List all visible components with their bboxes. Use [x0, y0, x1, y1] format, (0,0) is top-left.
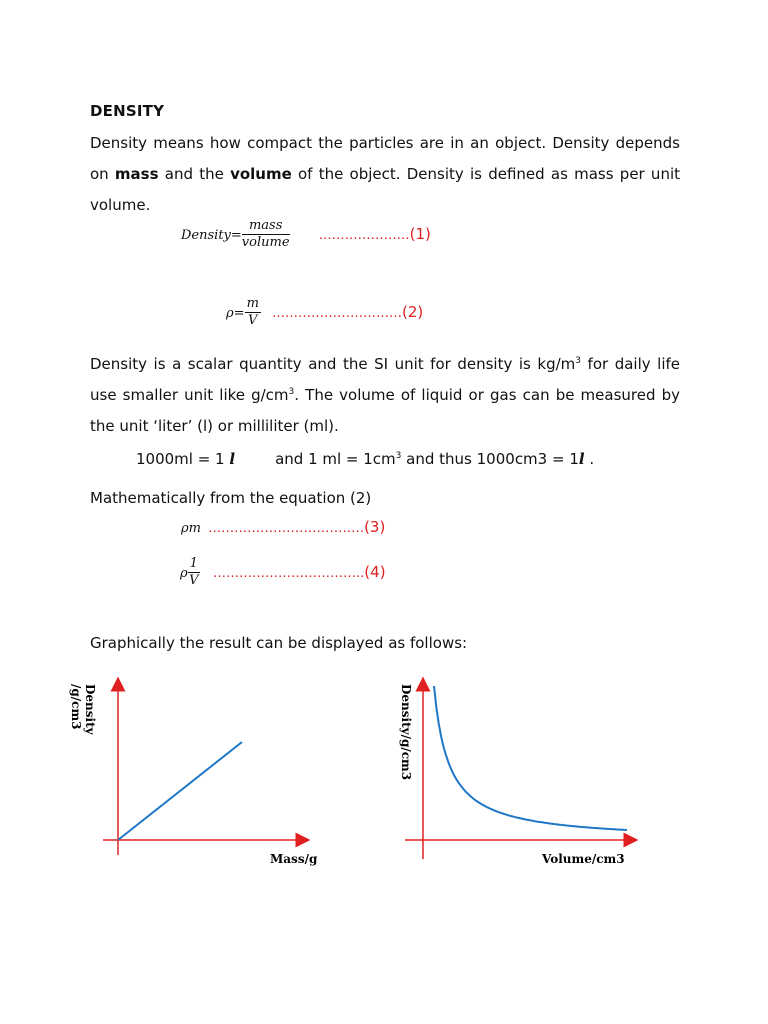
eq2-numerator: m [246, 296, 259, 311]
eq4-tag: (4) [364, 563, 386, 581]
conversion-part-2: and 1 ml = 1cm [275, 450, 396, 468]
eq1-tag: (1) [409, 225, 431, 243]
eq2-dots: ………………………… [271, 306, 402, 321]
scalar-sup-2: 3 [288, 387, 295, 397]
eq4-denominator: V [189, 573, 199, 588]
eq2-lhs: ρ [226, 306, 234, 321]
intro-text-2: and the [158, 165, 231, 183]
eq4-numerator: 1 [189, 556, 198, 571]
scalar-text-1: Density is a scalar quantity and the SI unit for density is kg/m [90, 355, 576, 373]
intro-mass-bold: mass [114, 165, 159, 183]
intro-volume-bold: volume [230, 165, 292, 183]
eq1-dots: ………………… [318, 228, 410, 243]
eq2-denominator: V [248, 313, 258, 328]
scalar-sup-1: 3 [575, 356, 581, 366]
intro-text-3: of the object. Density is defined as mass per unit volume. [90, 165, 680, 214]
eq4-fraction [188, 556, 200, 589]
intro-paragraph [90, 128, 680, 221]
eq3-lhs: ρm [181, 521, 201, 536]
conversion-part-3: and thus 1000cm3 = 1 [401, 450, 579, 468]
intro-text-1: Density means how compact the particles are in an object. Density depends on [90, 134, 680, 183]
density-vs-volume-chart [393, 672, 653, 877]
equation-3 [181, 517, 385, 536]
scalar-text-2: for daily life use smaller unit like g/cm [90, 355, 680, 404]
graph-intro: Graphically the result can be displayed as follows: [90, 634, 468, 652]
density-vs-mass-chart [69, 672, 328, 877]
eq4-dots: …………………………….. [213, 566, 365, 581]
chart1-x-label: Mass/g [270, 852, 318, 866]
scalar-text-3: . The volume of liquid or gas can be measured by the unit ‘liter’ (l) or milliliter (ml). [90, 386, 680, 435]
conversion-line [136, 450, 594, 468]
conversion-sup: 3 [395, 451, 402, 461]
liter-symbol-2: l [578, 450, 585, 468]
conversion-part-1: 1000ml = 1 [136, 450, 230, 468]
scalar-paragraph [90, 349, 680, 442]
eq4-lhs: ρ [180, 566, 188, 581]
chart2-x-label: Volume/cm3 [542, 852, 625, 866]
chart2-y-label: Density/g/cm3 [399, 684, 413, 781]
conversion-part-4: . [584, 450, 595, 468]
heading-density: DENSITY [90, 102, 165, 120]
chart2-series-curve [434, 686, 627, 830]
chart1-y-label-line1: Density [83, 684, 97, 735]
chart1-y-label [69, 684, 97, 739]
math-intro: Mathematically from the equation (2) [90, 489, 372, 507]
eq1-fraction [242, 218, 290, 251]
equation-2: ρ= $\frac{m}{V}$ …………………………(2) [226, 296, 424, 328]
chart1-y-label-line2: /g/cm3 [69, 684, 83, 730]
equation-1: Density= $\frac{\text{mass}}{\text{volume}}$ …………………(1) [181, 218, 431, 250]
equation-4 [180, 556, 386, 589]
eq2-fraction [245, 296, 261, 329]
eq3-dots: ……………………………… [208, 521, 365, 536]
chart1-series-line [118, 742, 242, 840]
eq1-numerator: mass [242, 218, 290, 235]
eq1-lhs: Density [181, 228, 231, 243]
liter-symbol-1: l [229, 450, 236, 468]
eq1-denominator: volume [241, 235, 290, 250]
eq3-tag: (3) [364, 518, 386, 536]
eq2-tag: (2) [401, 303, 424, 321]
